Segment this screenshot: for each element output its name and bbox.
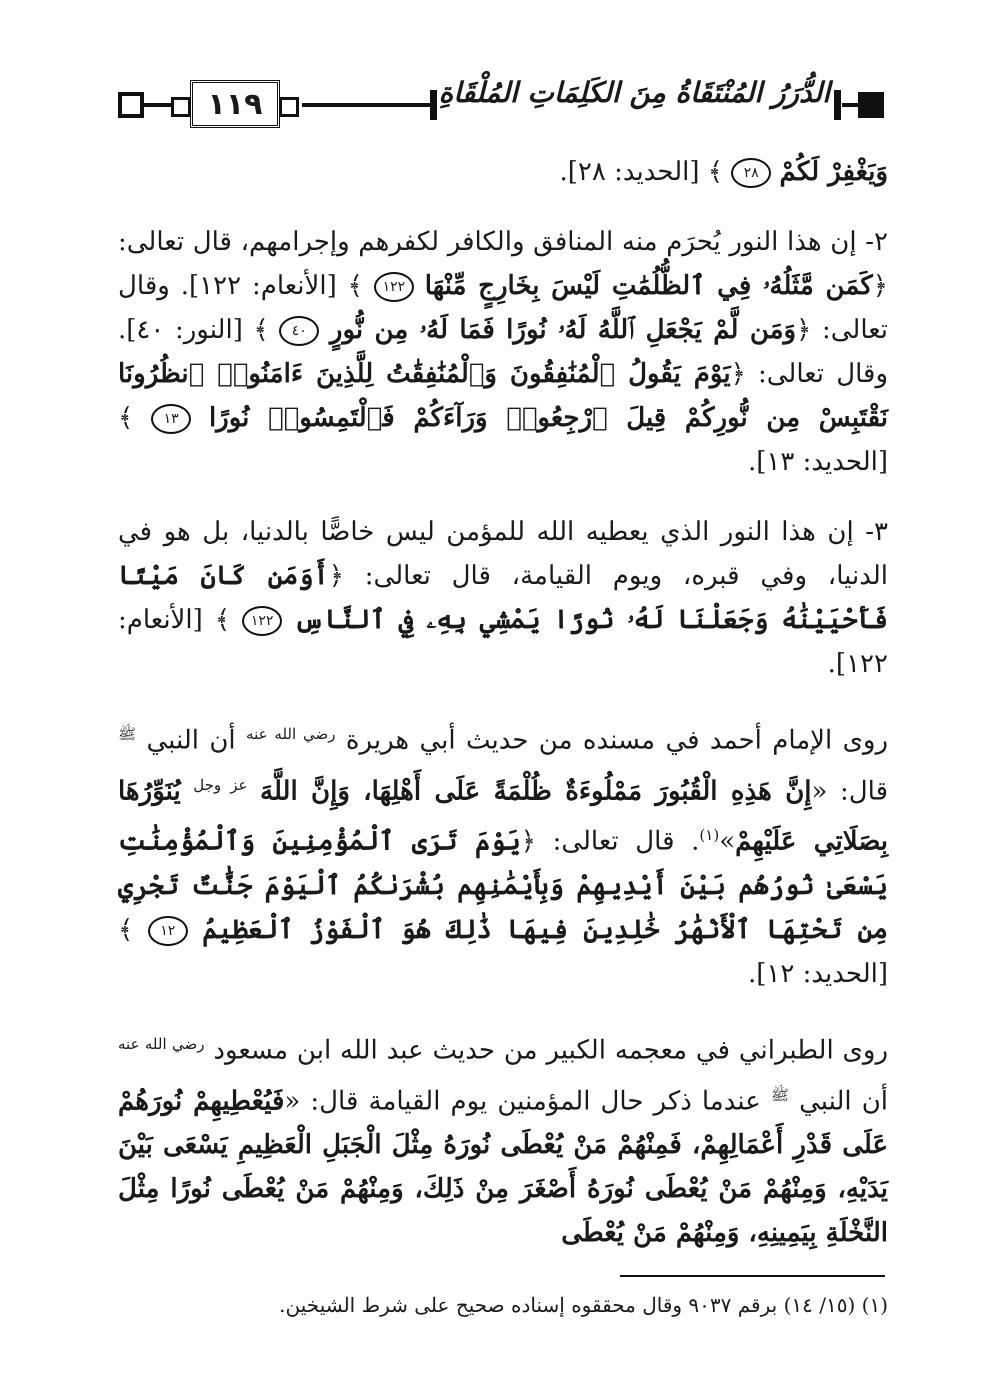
text: أن النبي <box>799 1086 889 1117</box>
paragraph-5 <box>118 1022 888 1255</box>
quran-open-bracket: ﴿ <box>796 315 812 345</box>
footnote-reference[interactable]: (١) <box>699 826 720 845</box>
quran-close-bracket: ﴾ <box>118 914 134 945</box>
header-ornament-right <box>858 92 884 118</box>
paragraph-4 <box>118 712 888 996</box>
header-rule-right <box>842 103 858 107</box>
quran-verse: يَوْمَ يَقُولُ ٱلْمُنَٰفِقُونَ وَٱلْمُنَٰفِقَٰتُ لِلَّذِينَ ءَامَنُوا۟ ٱنظُرُونَا نَقْتَبِسْ مِن نُّورِكُمْ قِيلَ ٱرْجِعُوا۟ وَرَآءَكُمْ فَٱلْتَمِسُوا۟ نُورًا <box>118 359 889 433</box>
header-rule-middle <box>302 103 432 107</box>
text: ٢- إن هذا النور يُحرَم منه المنافق والكافر لكفرهم وإجرامهم، قال تعالى: <box>118 227 888 257</box>
honorific: ﷺ <box>770 1085 789 1104</box>
verse-number: ١٢٢ <box>242 606 282 636</box>
page-number: ١١٩ <box>190 80 280 128</box>
quran-close-bracket: ﴾ <box>253 315 269 345</box>
honorific: رضي الله عنه <box>118 1034 205 1053</box>
text: ٣- إن هذا النور الذي يعطيه الله للمؤمن ليس خاصًّا بالدنيا، بل هو في الدنيا، وفي قبره، ويوم القيامة، قال تعالى: <box>118 517 888 591</box>
quran-open-bracket: ﴿ <box>520 826 536 857</box>
honorific: عز وجل <box>193 775 248 794</box>
text: قال: « <box>811 776 888 807</box>
verse-number: ١٢٢ <box>374 272 414 302</box>
footnote-rule <box>620 1275 885 1277</box>
verse-number: ٤٠ <box>279 316 319 346</box>
quran-verse: أَوَمَن كَانَ مَيْتًا فَأَحْيَيْنَٰهُ وَجَعَلْنَا لَهُۥ نُورًا يَمْشِي بِهِۦ فِي ٱلنَّاسِ <box>118 561 888 635</box>
running-title: الدُّرَرُ المُنْتَقَاةُ مِنَ الكَلِمَاتِ المُلْقَاةِ <box>438 76 830 109</box>
text: » <box>719 826 736 857</box>
header-separator-bar-right <box>834 90 841 120</box>
hadith-text: يُنَوِّرُهَا بِصَلَاتِي عَلَيْهِمْ <box>118 776 889 857</box>
quran-close-bracket: ﴾ <box>214 605 231 635</box>
text: روى الإمام أحمد في مسنده من حديث أبي هريرة <box>345 725 889 756</box>
text: روى الطبراني في معجمه الكبير من حديث عبد الله ابن مسعود <box>213 1035 888 1066</box>
header-ornament-left <box>118 92 144 118</box>
text: عندما ذكر حال المؤمنين يوم القيامة قال: « <box>284 1086 761 1117</box>
text: أن النبي <box>146 725 236 756</box>
honorific: ﷺ <box>118 725 137 743</box>
paragraph-3 <box>118 510 888 686</box>
quran-verse: يَوْمَ تَرَى ٱلْمُؤْمِنِينَ وَٱلْمُؤْمِنَٰتِ يَسْعَىٰ نُورُهُم بَيْنَ أَيْدِيهِمْ وَبِأَيْمَٰنِهِم بُشْرَىٰكُمُ ٱلْيَوْمَ جَنَّٰتٌ تَجْرِي مِن تَحْتِهَا ٱلْأَنْهَٰرُ خَٰلِدِينَ فِيهَا ذَٰلِكَ هُوَ ٱلْفَوْزُ ٱلْعَظِيمُ <box>118 826 889 945</box>
verse-number: ١٢ <box>148 916 188 946</box>
quran-close-bracket: ﴾ <box>347 271 363 301</box>
surah-reference: [الأنعام: ١٢٢]. <box>118 605 888 679</box>
quran-close-bracket: ﴾ <box>118 403 134 433</box>
verse-number: ١٣ <box>151 404 191 434</box>
surah-reference: [الأنعام: ١٢٢]. وقال تعالى: <box>118 271 889 345</box>
verse-number: ٢٨ <box>731 158 771 188</box>
footnote: (١) (١٥/ ١٤) برقم ٩٠٣٧ وقال محققوه إسناده صحيح على شرط الشيخين. <box>279 1293 888 1317</box>
surah-reference: [الحديد: ٢٨]. <box>559 157 700 187</box>
quran-verse: وَيَغْفِرْ لَكُمْ <box>779 157 888 187</box>
text: . قال تعالى: <box>552 826 700 857</box>
quran-verse: وَمَن لَّمْ يَجْعَلِ ٱللَّهُ لَهُۥ نُورًا فَمَا لَهُۥ مِن نُّورٍ <box>329 315 797 345</box>
page-body <box>118 150 888 1281</box>
hadith-text: إِنَّ هَذِهِ الْقُبُورَ مَمْلُوءَةٌ ظُلْمَةً عَلَى أَهْلِهَا، وَإِنَّ اللَّهَ <box>260 776 812 807</box>
paragraph-1 <box>118 150 888 194</box>
honorific: رضي الله عنه <box>246 725 336 743</box>
quran-open-bracket: ﴿ <box>872 271 888 301</box>
paragraph-2 <box>118 220 888 484</box>
page-header <box>0 0 1004 140</box>
hadith-text: فَيُعْطِيهِمْ نُورَهُمْ عَلَى قَدْرِ أَعْمَالِهِمْ، فَمِنْهُمْ مَنْ يُعْطَى نُورَهُ مِثْلَ الْجَبَلِ الْعَظِيمِ يَسْعَى بَيْنَ يَدَيْهِ، وَمِنْهُمْ مَنْ يُعْطَى نُورَهُ أَصْغَرَ مِنْ ذَلِكَ، وَمِنْهُمْ مَنْ يُعْطَى نُورًا مِثْلَ النَّخْلَةِ بِيَمِينِهِ، وَمِنْهُمْ مَنْ يُعْطَى <box>118 1086 888 1249</box>
quran-open-bracket: ﴿ <box>328 561 344 591</box>
surah-reference: [الحديد: ١٣]. <box>748 447 888 477</box>
header-separator-bar <box>430 90 437 120</box>
surah-reference: [الحديد: ١٢]. <box>748 958 888 989</box>
quran-open-bracket: ﴿ <box>730 359 746 389</box>
quran-close-bracket: ﴾ <box>707 157 723 187</box>
quran-verse: كَمَن مَّثَلُهُۥ فِي ٱلظُّلُمَٰتِ لَيْسَ بِخَارِجٍ مِّنْهَا <box>424 271 873 301</box>
surah-reference: [النور: ٤٠]. وقال تعالى: <box>118 315 889 389</box>
